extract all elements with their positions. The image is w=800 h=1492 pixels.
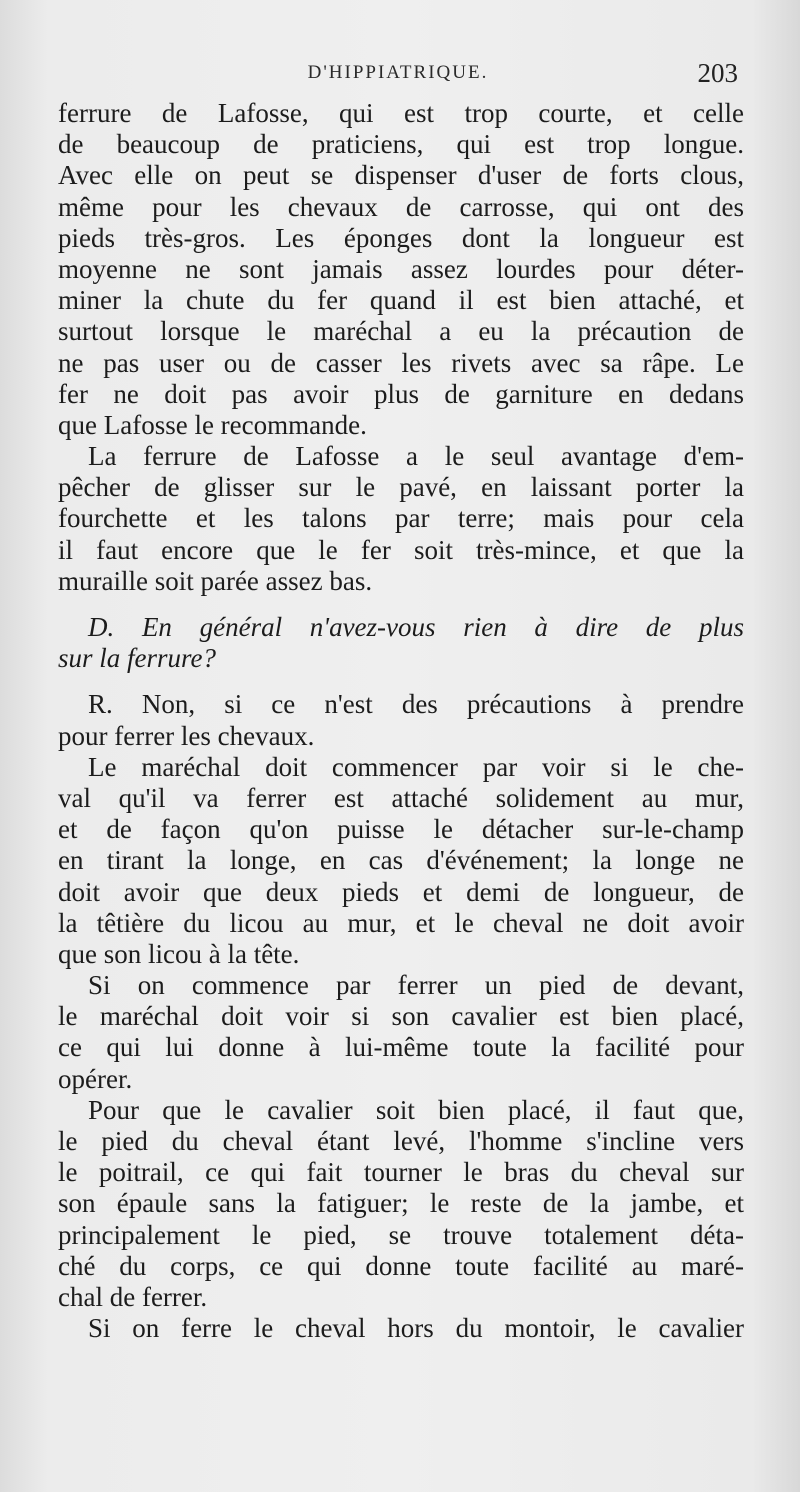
paragraph — [58, 441, 744, 597]
text-line: chal de ferrer. — [58, 1281, 208, 1312]
text-line: le poitrail, ce qui fait tourner le bras du cheval sur — [58, 1157, 744, 1188]
text-line: moyenne ne sont jamais assez lourdes pour déter- — [58, 253, 744, 284]
text-line: et de façon qu'on puisse le détacher sur-le-champ — [58, 814, 744, 845]
text-line: fourchette et les talons par terre; mais pour cela — [58, 503, 744, 534]
running-head: D'HIPPIATRIQUE. — [307, 62, 489, 83]
text-line: la têtière du licou au mur, et le cheval ne doit avoir — [58, 907, 744, 938]
paragraph-gap — [58, 674, 744, 689]
text-line: surtout lorsque le maréchal a eu la précaution de — [58, 316, 744, 347]
page-header — [58, 58, 738, 94]
text-line: Si on ferre le cheval hors du montoir, le cavalier — [88, 1313, 744, 1344]
text-line: muraille soit parée assez bas. — [58, 565, 373, 596]
text-line: val qu'il va ferrer est attaché solidement au mur, — [58, 782, 744, 813]
text-line: sur la ferrure? — [58, 643, 217, 674]
text-line: même pour les chevaux de carrosse, qui ont des — [58, 191, 744, 222]
text-line: opérer. — [58, 1063, 133, 1094]
question-paragraph — [58, 612, 744, 674]
text-line: Avec elle on peut se dispenser d'user de forts clous, — [58, 160, 744, 191]
text-line: ferrure de Lafosse, qui est trop courte, et celle — [58, 98, 744, 128]
paragraph-gap — [58, 597, 744, 612]
text-line: de beaucoup de praticiens, qui est trop longue. — [58, 129, 744, 160]
page-number: 203 — [697, 58, 738, 88]
text-line: R. Non, si ce n'est des précautions à prendre — [88, 689, 744, 720]
text-line: que Lafosse le recommande. — [58, 409, 367, 440]
text-line: le pied du cheval étant levé, l'homme s'incline vers — [58, 1126, 744, 1156]
text-line: pêcher de glisser sur le pavé, en laissant porter la — [58, 472, 744, 503]
text-line: le maréchal doit voir si son cavalier est bien placé, — [58, 1001, 744, 1032]
text-line: il faut encore que le fer soit très-mince, et que la — [58, 534, 744, 565]
paragraph — [58, 752, 744, 970]
text-line: D. En général n'avez-vous rien à dire de plus — [88, 612, 744, 642]
text-line: Le maréchal doit commencer par voir si le che- — [88, 751, 744, 782]
text-line: ché du corps, ce qui donne toute facilité au maré- — [58, 1250, 744, 1281]
text-line: miner la chute du fer quand il est bien attaché, et — [58, 285, 744, 316]
text-line: Pour que le cavalier soit bien placé, il faut que, — [88, 1094, 744, 1125]
text-line: Si on commence par ferrer un pied de devant, — [88, 970, 744, 1001]
paragraph — [58, 970, 744, 1095]
text-line: La ferrure de Lafosse a le seul avantage d'em- — [88, 441, 744, 472]
text-line: son épaule sans la fatiguer; le reste de la jambe, et — [58, 1188, 744, 1219]
paragraph — [58, 1313, 744, 1344]
text-line: ne pas user ou de casser les rivets avec sa râpe. Le — [58, 347, 744, 378]
text-line: fer ne doit pas avoir plus de garniture en dedans — [58, 378, 744, 409]
text-line: en tirant la longe, en cas d'événement; la longe ne — [58, 845, 744, 876]
answer-paragraph — [58, 689, 744, 751]
body-text — [58, 98, 744, 1344]
text-line: ce qui lui donne à lui-même toute la facilité pour — [58, 1032, 744, 1063]
text-line: doit avoir que deux pieds et demi de longueur, de — [58, 876, 744, 907]
text-line: principalement le pied, se trouve totalement déta- — [58, 1219, 744, 1250]
paragraph — [58, 1095, 744, 1313]
text-line: pour ferrer les chevaux. — [58, 720, 315, 751]
paragraph — [58, 98, 744, 441]
text-line: pieds très-gros. Les éponges dont la longueur est — [58, 222, 744, 253]
text-line: que son licou à la tête. — [58, 938, 300, 969]
